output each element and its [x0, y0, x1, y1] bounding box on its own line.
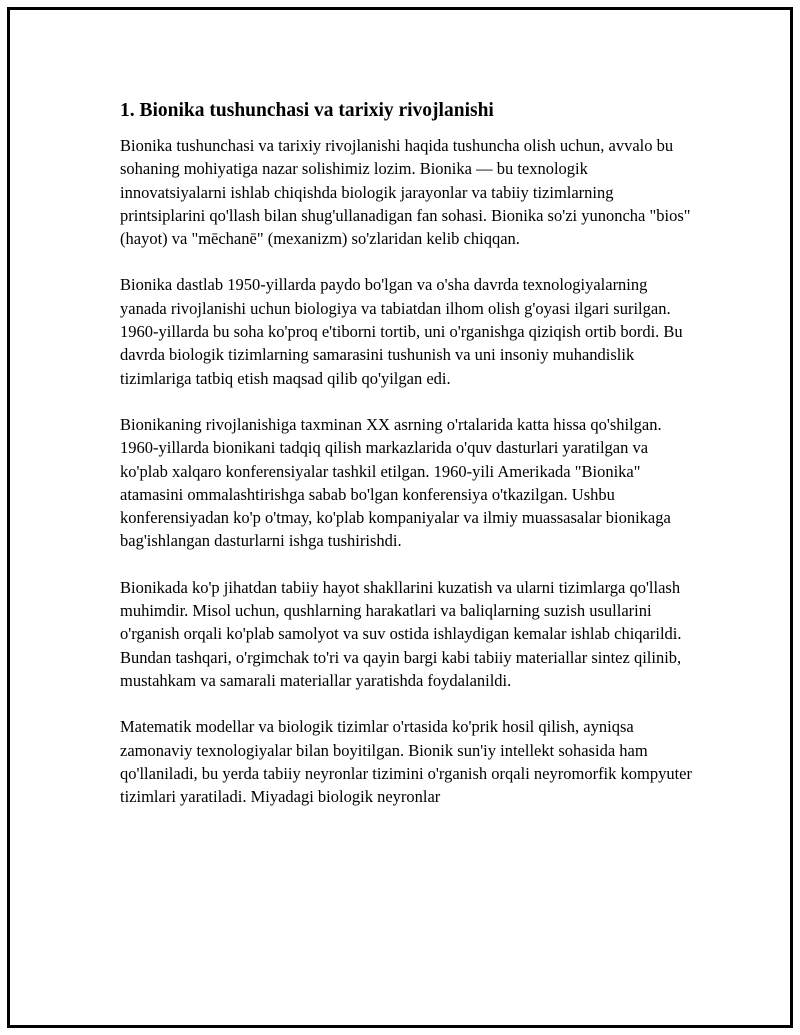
paragraph-nature-observation: Bionikada ko'p jihatdan tabiiy hayot shakllarini kuzatish va ularni tizimlarga qo'llash muhimdir. Misol uchun, qushlarning harakatlari va baliqlarning suzish usullarini o'rganish orqali ko'plab samolyot va suv ostida ishlaydigan kemalar ishlab chiqarildi. Bundan tashqari, o'rgimchak to'ri va qayin bargi kabi tabiiy materiallar sintez qilinib, mustahkam va samarali materiallar yaratishda foydalanildi. — [120, 577, 682, 690]
document-body — [120, 98, 695, 831]
paragraph-definition: Bionika tushunchasi va tarixiy rivojlanishi haqida tushuncha olish uchun, avvalo bu sohaning mohiyatiga nazar solishimiz lozim. Bionika — bu texnologik innovatsiyalarni ishlab chiqishda biologik jarayonlar va tabiiy tizimlarning printsiplarini qo'llash bilan shug'ullanadigan fan sohasi. Bionika so'zi yunoncha "bios" (hayot) va "mēchanē" (mexanizm) so'zlaridan kelib chiqqan. — [120, 136, 691, 249]
paragraph-development: Bionikaning rivojlanishiga taxminan XX asrning o'rtalarida katta hissa qo'shilgan. 1960-yillarda bionikani tadqiq qilish markazlarida o'quv dasturlari yaratilgan va ko'plab xalqaro konferensiyalar tashkil etilgan. 1960-yili Amerikada "Bionika" atamasini ommalashtirishga sabab bo'lgan konferensiya o'tkazilgan. Ushbu konferensiyadan ko'p o'tmay, ko'plab kompaniyalar va ilmiy muassasalar bionikaga bag'ishlangan dasturlarni ishga tushirishdi. — [120, 414, 671, 551]
paragraph-mathematical-models: Matematik modellar va biologik tizimlar o'rtasida ko'prik hosil qilish, ayniqsa zamonaviy texnologiyalar bilan boyitilgan. Bionik sun'iy intellekt sohasida ham qo'llaniladi, bu yerda tabiiy neyronlar tizimini o'rganish orqali neyromorfik kompyuter tizimlari yaratiladi. Miyadagi biologik neyronlar — [120, 717, 693, 807]
document-page — [7, 7, 793, 1028]
section-heading: 1. Bionika tushunchasi va tarixiy rivojlanishi — [120, 100, 494, 121]
paragraph-origins: Bionika dastlab 1950-yillarda paydo bo'lgan va o'sha davrda texnologiyalarning yanada rivojlanishi uchun biologiya va tabiatdan ilhom olish g'oyasi ilgari surilgan. 1960-yillarda bu soha ko'proq e'tiborni tortib, uni o'rganishga qiziqish ortib bordi. Bu davrda biologik tizimlarning samarasini tushunish va uni insoniy muhandislik tizimlariga tatbiq etish maqsad qilib qo'yilgan edi. — [120, 275, 683, 388]
